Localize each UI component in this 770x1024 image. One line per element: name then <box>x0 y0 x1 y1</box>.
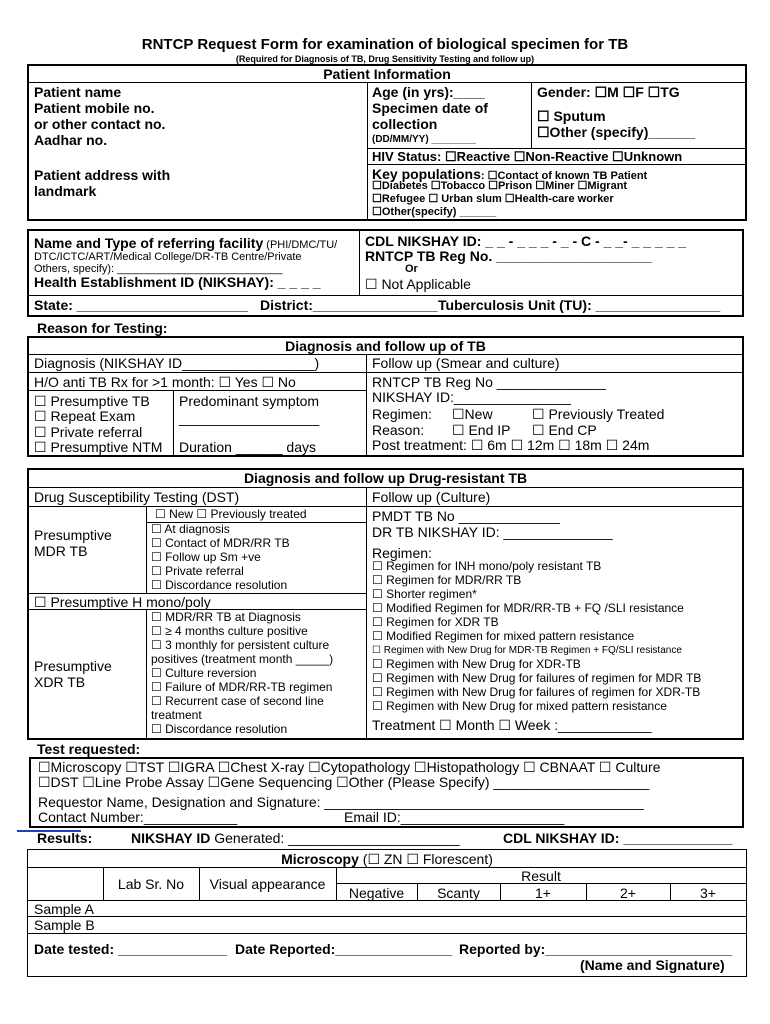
dr-regimen-checkbox[interactable]: ☐ Regimen for MDR/RR TB <box>372 573 522 587</box>
drug-resistant-header: Diagnosis and follow up Drug-resistant TB <box>243 470 528 486</box>
test-requested-label: Test requested: <box>37 741 141 757</box>
xdr-option-checkbox[interactable]: ☐ 3 monthly for persistent culture <box>151 638 330 652</box>
mdr-option-checkbox[interactable]: ☐ Discordance resolution <box>151 578 288 592</box>
dr-regimen-checkbox[interactable]: ☐ Regimen with New Drug for failures of regimen for XDR-TB <box>372 685 701 699</box>
nikshay-generated-text: Generated: ______________________ <box>210 830 460 846</box>
or-label: Or <box>405 263 418 275</box>
divider <box>28 487 743 488</box>
grade-3-header: 3+ <box>700 885 716 901</box>
facility-label-text: Name and Type of referring facility <box>34 235 264 251</box>
xdr-option-checkbox[interactable]: ☐ Recurrent case of second line <box>151 694 324 708</box>
patient-mobile-label: Patient mobile no. <box>34 100 155 116</box>
presumptive-xdr-label: Presumptive <box>34 658 112 674</box>
facility-label <box>34 235 337 252</box>
divider <box>173 390 174 456</box>
specimen-date-label: Specimen date of <box>372 100 488 116</box>
sputum-checkbox[interactable]: ☐ Sputum <box>537 108 606 124</box>
results-cdl-nikshay-field[interactable]: CDL NIKSHAY ID: ______________ <box>503 830 733 846</box>
other-specimen-checkbox[interactable]: ☐Other (specify)______ <box>537 124 696 140</box>
dr-regimen-checkbox[interactable]: ☐ Modified Regimen for mixed pattern resistance <box>372 629 635 643</box>
divider <box>28 295 743 296</box>
xdr-option-text: treatment <box>151 708 202 722</box>
divider <box>359 230 360 296</box>
requestor-field[interactable]: Requestor Name, Designation and Signature: _________________________________________ <box>38 794 644 810</box>
scanty-header: Scanty <box>437 885 480 901</box>
divider <box>28 506 743 507</box>
divider <box>28 82 746 83</box>
nikshay-id-field[interactable]: NIKSHAY ID:_______________ <box>372 389 571 405</box>
divider <box>367 82 368 220</box>
follow-up-culture-label: Follow up (Culture) <box>372 489 491 505</box>
key-populations-options-2[interactable]: ☐Refugee ☐ Urban slum ☐Health-care worker <box>372 193 614 205</box>
presumptive-xdr-label-2: XDR TB <box>34 674 86 690</box>
presumptive-tb-checkbox[interactable]: ☐ Presumptive TB <box>34 393 150 409</box>
tu-field[interactable]: Tuberculosis Unit (TU): ________________ <box>438 297 721 313</box>
key-populations-options[interactable]: ☐Diabetes ☐Tobacco ☐Prison ☐Miner ☐Migrant <box>372 180 628 192</box>
contact-number-field[interactable]: Contact Number:____________ <box>38 809 238 825</box>
dr-regimen-checkbox[interactable]: ☐ Regimen with New Drug for failures of regimen for MDR TB <box>372 671 702 685</box>
divider <box>28 916 746 917</box>
dr-regimen-checkbox[interactable]: ☐ Regimen with New Drug for mixed pattern resistance <box>372 699 667 713</box>
xdr-option-checkbox[interactable]: ☐ Discordance resolution <box>151 722 288 736</box>
state-field[interactable]: State: ______________________ <box>34 297 249 313</box>
diagnosis-nikshay-field[interactable]: Diagnosis (NIKSHAY ID_________________) <box>34 355 320 371</box>
presumptive-mdr-label: Presumptive <box>34 527 112 543</box>
dst-label: Drug Susceptibility Testing (DST) <box>34 489 240 505</box>
xdr-option-checkbox[interactable]: ☐ Failure of MDR/RR-TB regimen <box>151 680 333 694</box>
date-tested-field[interactable]: Date tested: ______________ <box>34 941 228 957</box>
private-referral-checkbox[interactable]: ☐ Private referral <box>34 424 143 440</box>
patient-mobile-label-2: or other contact no. <box>34 116 166 132</box>
facility-type-text: (PHI/DMC/TU/ <box>263 239 338 251</box>
not-applicable-checkbox[interactable]: ☐ Not Applicable <box>365 276 471 292</box>
post-treatment-field[interactable]: Post treatment: ☐ 6m ☐ 12m ☐ 18m ☐ 24m <box>372 437 650 453</box>
patient-name-label: Patient name <box>34 84 122 100</box>
reason-for-testing-label: Reason for Testing: <box>37 320 168 336</box>
key-populations-option: : ☐Contact of known TB Patient <box>480 170 648 182</box>
sample-a-label: Sample A <box>34 901 94 917</box>
presumptive-ntm-checkbox[interactable]: ☐ Presumptive NTM <box>34 439 163 455</box>
divider <box>531 82 532 148</box>
divider <box>366 372 743 373</box>
dr-regimen-checkbox[interactable]: ☐ Regimen for XDR TB <box>372 615 499 629</box>
dr-regimen-checkbox[interactable]: ☐ Regimen for INH mono/poly resistant TB <box>372 559 602 573</box>
reported-by-field[interactable]: Reported by:________________________ <box>459 941 733 957</box>
key-populations-label: Key populations <box>372 166 481 182</box>
predominant-symptom-label: Predominant symptom <box>179 393 320 409</box>
result-header: Result <box>521 868 561 884</box>
dr-tb-nikshay-field[interactable]: DR TB NIKSHAY ID: ______________ <box>372 524 613 540</box>
diagnosis-header: Diagnosis and follow up of TB <box>285 338 486 354</box>
dr-regimen-checkbox[interactable]: ☐ Regimen with New Drug for XDR-TB <box>372 657 581 671</box>
nikshay-id-label: NIKSHAY ID <box>131 830 211 846</box>
test-options-row-2[interactable]: ☐DST ☐Line Probe Assay ☐Gene Sequencing ☐Other (Please Specify) ____________________ <box>38 774 650 790</box>
nikshay-generated-field[interactable] <box>131 830 459 846</box>
divider <box>146 506 147 593</box>
results-label: Results: <box>37 830 93 846</box>
xdr-option-checkbox[interactable]: ☐ Culture reversion <box>151 666 257 680</box>
hiv-status-field[interactable]: HIV Status: ☐Reactive ☐Non-Reactive ☐Unknown <box>372 149 683 164</box>
reason-label: Reason: <box>372 422 425 438</box>
new-previously-treated-checkbox[interactable]: ☐ New ☐ Previously treated <box>155 507 307 521</box>
regimen-new-checkbox[interactable]: ☐New <box>452 406 493 422</box>
sample-b-label: Sample B <box>34 917 95 933</box>
mdr-option-checkbox[interactable]: ☐ At diagnosis <box>151 522 230 536</box>
facility-type-text-2: DTC/ICTC/ART/Medical College/DR-TB Centre/Private <box>34 251 302 263</box>
microscopy-header[interactable] <box>27 851 747 867</box>
presumptive-mdr-label-2: MDR TB <box>34 543 88 559</box>
grade-1-header: 1+ <box>535 885 551 901</box>
health-establishment-id-field[interactable]: Health Establishment ID (NIKSHAY): _ _ _ _ <box>34 274 321 290</box>
dr-regimen-checkbox[interactable]: ☐ Modified Regimen for MDR/RR-TB + FQ /SLI resistance <box>372 601 684 615</box>
patient-address-label: Patient address with <box>34 167 171 183</box>
age-field[interactable]: Age (in yrs):____ <box>372 84 485 100</box>
facility-type-field[interactable]: Others, specify): ___________________________ <box>34 263 283 275</box>
visual-appearance-header: Visual appearance <box>209 876 326 892</box>
key-populations-other[interactable]: ☐Other(specify) ______ <box>372 206 497 218</box>
microscopy-method-checkbox: (☐ ZN ☐ Florescent) <box>358 851 493 867</box>
grade-2-header: 2+ <box>620 885 636 901</box>
rntcp-reg-field[interactable]: RNTCP TB Reg No. ____________________ <box>365 248 652 264</box>
microscopy-label: Microscopy <box>281 851 359 867</box>
patient-info-header: Patient Information <box>323 66 451 82</box>
regimen-previously-treated-checkbox[interactable]: ☐ Previously Treated <box>532 406 665 422</box>
divider <box>28 372 366 373</box>
treatment-duration-field[interactable]: Treatment ☐ Month ☐ Week :____________ <box>372 717 652 733</box>
xdr-option-checkbox[interactable]: ☐ ≥ 4 months culture positive <box>151 624 308 638</box>
xdr-option-checkbox[interactable]: ☐ MDR/RR TB at Diagnosis <box>151 610 301 624</box>
divider <box>366 487 367 739</box>
dr-regimen-checkbox[interactable]: ☐ Shorter regimen* <box>372 587 477 601</box>
presumptive-h-mono-checkbox[interactable]: ☐ Presumptive H mono/poly <box>34 594 211 610</box>
page-subtitle: (Required for Diagnosis of TB, Drug Sensitivity Testing and follow up) <box>235 54 535 64</box>
aadhar-label: Aadhar no. <box>34 132 108 148</box>
mdr-option-checkbox[interactable]: ☐ Private referral <box>151 564 244 578</box>
predominant-symptom-field[interactable]: __________________ <box>179 410 320 426</box>
district-field[interactable]: District:________________ <box>260 297 438 313</box>
follow-up-label: Follow up (Smear and culture) <box>372 355 560 371</box>
prior-treatment-field[interactable]: H/O anti TB Rx for >1 month: ☐ Yes ☐ No <box>34 374 296 390</box>
negative-header: Negative <box>348 885 405 901</box>
patient-address-label-2: landmark <box>34 183 97 199</box>
end-cp-checkbox[interactable]: ☐ End CP <box>532 422 597 438</box>
dr-regimen-checkbox[interactable]: ☐ Regimen with New Drug for MDR-TB Regimen + FQ/SLI resistance <box>372 645 682 656</box>
mdr-option-checkbox[interactable]: ☐ Contact of MDR/RR TB <box>151 536 290 550</box>
dr-regimen-label: Regimen: <box>372 545 432 561</box>
rntcp-reg-no-field[interactable]: RNTCP TB Reg No ______________ <box>372 374 606 390</box>
divider <box>28 933 746 934</box>
divider <box>146 609 147 739</box>
cdl-nikshay-id-field[interactable]: CDL NIKSHAY ID: _ _ - _ _ _ - _ - C - _ _- _ _ _ _ _ <box>365 233 687 249</box>
repeat-exam-checkbox[interactable]: ☐ Repeat Exam <box>34 408 136 424</box>
duration-field[interactable]: Duration ______ days <box>179 439 316 455</box>
date-reported-field[interactable]: Date Reported:_______________ <box>235 941 453 957</box>
divider <box>366 354 367 456</box>
page-title: RNTCP Request Form for examination of biological specimen for TB <box>141 36 629 53</box>
specimen-date-label-2: collection <box>372 116 438 132</box>
gender-field[interactable]: Gender: ☐M ☐F ☐TG <box>537 84 680 100</box>
email-field[interactable]: Email ID:_____________________ <box>344 809 565 825</box>
lab-sr-no-header: Lab Sr. No <box>117 876 185 892</box>
test-options-row-1[interactable]: ☐Microscopy ☐TST ☐IGRA ☐Chest X-ray ☐Cytopathology ☐Histopathology ☐ CBNAAT ☐ Culture <box>38 759 661 775</box>
end-ip-checkbox[interactable]: ☐ End IP <box>452 422 511 438</box>
xdr-option-text[interactable]: positives (treatment month _____) <box>151 652 334 666</box>
name-signature-label: (Name and Signature) <box>580 957 725 973</box>
pmdt-tb-no-field[interactable]: PMDT TB No _____________ <box>372 508 560 524</box>
divider <box>28 390 366 391</box>
specimen-date-field[interactable]: (DD/MM/YY) ________ <box>372 134 476 145</box>
regimen-label: Regimen: <box>372 406 432 422</box>
mdr-option-checkbox[interactable]: ☐ Follow up Sm +ve <box>151 550 261 564</box>
